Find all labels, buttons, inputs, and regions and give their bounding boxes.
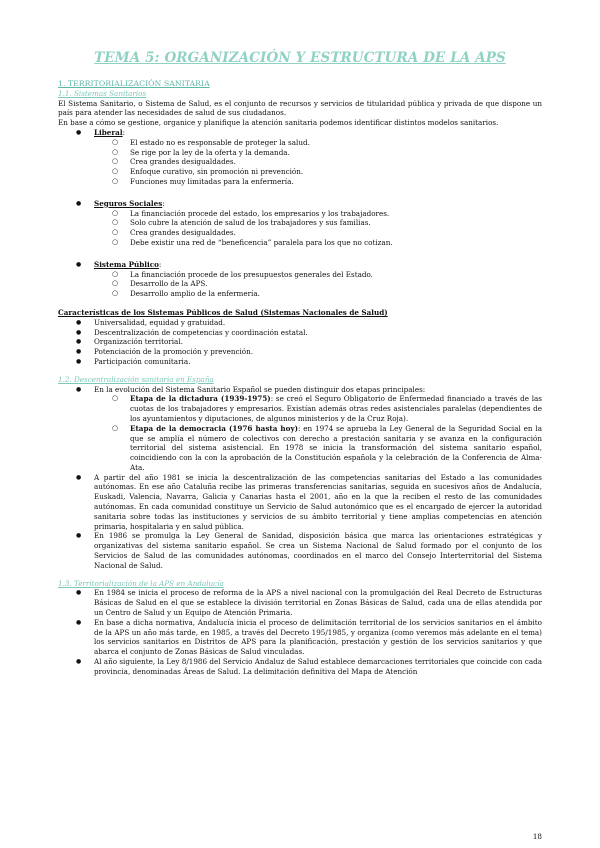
sub-list-item: ○ Se rige por la ley de la oferta y la demanda. xyxy=(58,148,542,158)
sub-list-item: ○ El estado no es responsable de proteger la salud. xyxy=(58,138,542,148)
sub-list-item: ○ Desarrollo de la APS. xyxy=(58,279,542,289)
model-name: Liberal xyxy=(94,127,123,137)
list-item: ● Al año siguiente, la Ley 8/1986 del Servicio Andaluz de Salud establece demarcaciones territoriales que coincide con cada provincia, denominadas Áreas de Salud. La delimitación definitiva del Mapa de Atención xyxy=(58,657,542,677)
spain-list xyxy=(58,385,542,571)
list-item: ● Liberal: ○ El estado no es responsable de proteger la salud. ○ Se rige por la ley de la oferta y la demanda. ○ Crea grandes desigualdades. ○ Enfoque curativo, sin promoción ni prevención. ○ Funciones muy limitadas para la enfermería. xyxy=(58,128,542,187)
list-item: ● En 1984 se inicia el proceso de reforma de la APS a nivel nacional con la promulgación del Real Decreto de Estructuras Básicas de Salud en el que se establece la división territorial en Zonas Básicas de Salud, cada una de ellas atendida por un Centro de Salud y un Equipo de Atención Primaria. xyxy=(58,588,542,617)
list-item: ● Sistema Público: ○ La financiación procede de los presupuestos generales del Estado. ○ Desarrollo de la APS. ○ Desarrollo amplio de la enfermería. xyxy=(58,260,542,299)
list-item: ● Participación comunitaria. xyxy=(58,357,542,367)
sub-list-item: ○ Etapa de la dictadura (1939-1975): se creó el Seguro Obligatorio de Enfermedad financiado a través de las cuotas de los trabajadores y empresarios. Existían además otras redes asistenciales paralelas (dependientes de los ayuntamientos y diputaciones, de algunos ministerios y de la Cruz Roja). xyxy=(58,394,542,423)
list-item: ● En la evolución del Sistema Sanitario Español se pueden distinguir dos etapas principales: ○ Etapa de la dictadura (1939-1975): se creó el Seguro Obligatorio de Enfermedad financiado a través de las cuotas de los trabajadores y empresarios. Existían además otras redes asistenciales paralelas (dependientes de los ayuntamientos y diputaciones, de algunos ministerios y de la Cruz Roja). ○ Etapa de la democracia (1976 hasta hoy): en 1974 se aprueba la Ley General de la Seguridad Social en la que se amplía el número de colectivos con derecho a prestación sanitaria y se avanza en la configuración territorial del sistema asistencial. En 1978 se inicia la transformación del sistema sanitario español, coincidiendo con la con la aprobación de la Constitución española y la celebración de la Conferencia de Alma-Ata. xyxy=(58,385,542,473)
subsection-heading: 1.1. Sistemas Sanitarios xyxy=(58,88,147,98)
model-name: Sistema Público xyxy=(94,259,159,269)
list-item: ● A partir del año 1981 se inicia la descentralización de las competencias sanitarias del Estado a las comunidades autónomas. En ese año Cataluña recibe las primeras transferencias sanitarias, seguida en sucesivos años de Andalucía, Euskadi, Valencia, Navarra, Galicia y Canarias hasta el 2001, año en la que la reciben el resto de las comunidades autónomas. En cada comunidad constituye un Servicio de Salud autonómico que es el encargado de ejercer la autoridad sanitaria sobre todas las instituciones y servicios de su ámbito territorial y tiene amplias competencias en atención primaria, hospitalaria y en salud pública. xyxy=(58,473,542,532)
paragraph: El Sistema Sanitario, o Sistema de Salud, es el conjunto de recursos y servicios de titularidad pública y privada de que dispone un país para atender las necesidades de salud de sus ciudadanos. xyxy=(58,98,542,118)
subsection-heading: 1.3. Territorialización de la APS en Andalucía xyxy=(58,578,224,588)
list-item: ● En base a dicha normativa, Andalucía inicia el proceso de delimitación territorial de los servicios sanitarios en el ámbito de la APS un año más tarde, en 1985, a través del Decreto 195/1985, y organiza (como veremos más adelante en el tema) los servicios sanitarios en Distritos de APS para la planificación, prestación y gestión de los servicios sanitarios y que abarca el conjunto de Zonas Básicas de Salud vinculadas. xyxy=(58,618,542,657)
sub-list-item: ○ Desarrollo amplio de la enfermería. xyxy=(58,289,542,299)
page-number: 18 xyxy=(532,832,542,841)
andalucia-list xyxy=(58,588,542,676)
sub-list-item: ○ Funciones muy limitadas para la enfermería. xyxy=(58,177,542,187)
section-heading: 1. TERRITORIALIZACIÓN SANITARIA xyxy=(58,79,210,88)
paragraph: En base a cómo se gestione, organice y planifique la atención sanitaria podemos identificar distintos modelos sanitarios. xyxy=(58,118,499,128)
model-name: Seguros Sociales xyxy=(94,198,163,208)
sub-list-item: ○ Crea grandes desigualdades. xyxy=(58,228,542,238)
list-item: ● En 1986 se promulga la Ley General de Sanidad, disposición básica que marca las orientaciones estratégicas y organizativas del sistema sanitario español. Se crea un Sistema Nacional de Salud formado por el conjunto de los Servicios de Salud de las comunidades autónomas, coordinados en el marco del Consejo Interterritorial del Sistema Nacional de Salud. xyxy=(58,531,542,570)
sub-list-item: ○ Etapa de la democracia (1976 hasta hoy): en 1974 se aprueba la Ley General de la Seguridad Social en la que se amplía el número de colectivos con derecho a prestación sanitaria y se avanza en la configuración territorial del sistema asistencial. En 1978 se inicia la transformación del sistema sanitario español, coincidiendo con la con la aprobación de la Constitución española y la celebración de la Conferencia de Alma-Ata. xyxy=(58,424,542,473)
sub-list-item: ○ Debe existir una red de “beneficencia” paralela para los que no cotizan. xyxy=(58,238,542,248)
subsection-heading: 1.2. Descentralización sanitaria en España xyxy=(58,374,214,384)
models-list xyxy=(58,128,542,299)
list-item: ● Universalidad, equidad y gratuidad. xyxy=(58,318,542,328)
sub-list-item: ○ Crea grandes desigualdades. xyxy=(58,157,542,167)
characteristics-list xyxy=(58,318,542,367)
list-item: ● Seguros Sociales: ○ La financiación procede del estado, los empresarios y los trabajadores. ○ Solo cubre la atención de salud de los trabajadores y sus familias. ○ Crea grandes desigualdades. ○ Debe existir una red de “beneficencia” paralela para los que no cotizan. xyxy=(58,199,542,248)
list-item: ● Organización territorial. xyxy=(58,337,542,347)
sub-list-item: ○ La financiación procede de los presupuestos generales del Estado. xyxy=(58,270,542,280)
characteristics-heading: Características de los Sistemas Públicos de Salud (Sistemas Nacionales de Salud) xyxy=(58,307,388,317)
sub-list-item: ○ Enfoque curativo, sin promoción ni prevención. xyxy=(58,167,542,177)
sub-list-item: ○ La financiación procede del estado, los empresarios y los trabajadores. xyxy=(58,209,542,219)
document-body xyxy=(58,79,542,677)
list-item: ● Potenciación de la promoción y prevención. xyxy=(58,347,542,357)
page-title: TEMA 5: ORGANIZACIÓN Y ESTRUCTURA DE LA APS xyxy=(94,50,506,66)
sub-list-item: ○ Solo cubre la atención de salud de los trabajadores y sus familias. xyxy=(58,218,542,228)
list-item: ● Descentralización de competencias y coordinación estatal. xyxy=(58,328,542,338)
